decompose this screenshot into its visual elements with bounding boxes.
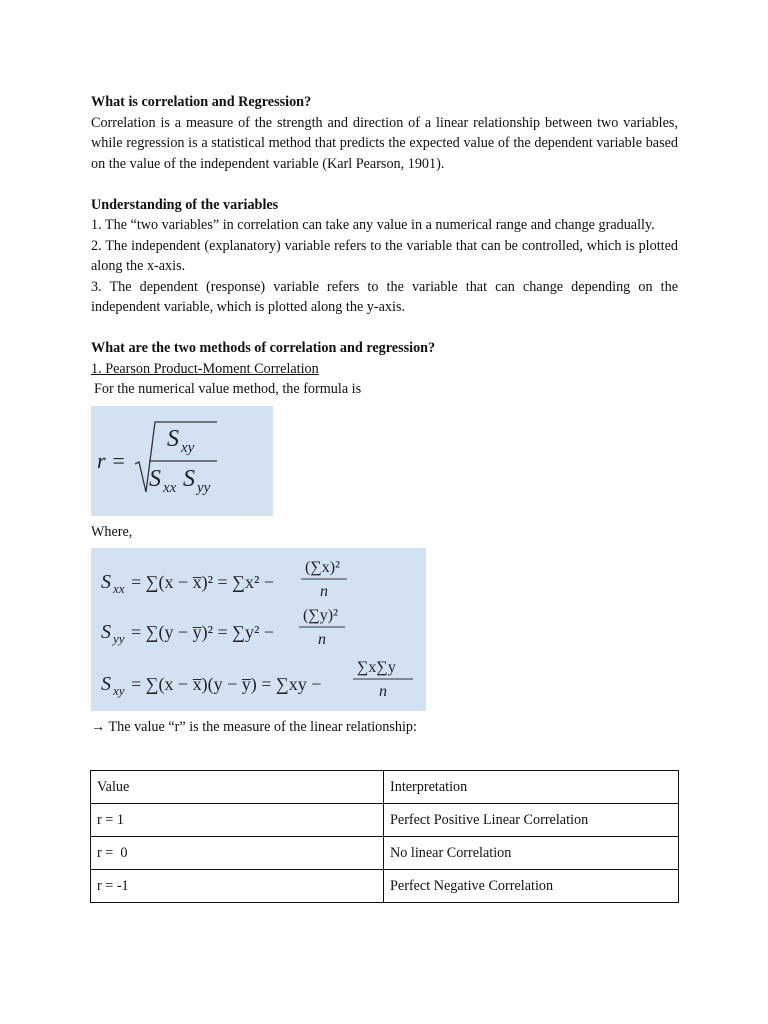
svg-text:n: n xyxy=(320,583,328,600)
sxx-formula xyxy=(101,559,347,600)
s-formulas xyxy=(91,548,426,711)
svg-text:xx: xx xyxy=(113,581,125,596)
table-cell-value: r = -1 xyxy=(91,870,384,903)
section-heading-correlation: What is correlation and Regression? xyxy=(91,94,312,110)
table-header-interpretation: Interpretation xyxy=(384,771,679,804)
sxy-formula xyxy=(101,659,413,700)
table-cell-interpretation: No linear Correlation xyxy=(384,837,679,870)
table-cell-value: r = 1 xyxy=(91,804,384,837)
where-label: Where, xyxy=(91,523,133,540)
r-denominator-a-sub: xx xyxy=(163,479,177,496)
variables-item-3: 3. The dependent (response) variable refers to the variable that can change depending on the independent variable, which is plotted along the y-axis. xyxy=(91,278,678,315)
svg-text:yy: yy xyxy=(113,631,125,646)
svg-text:S: S xyxy=(101,621,111,643)
svg-text:S: S xyxy=(101,571,111,593)
table-cell-value: r = 0 xyxy=(91,837,384,870)
svg-text:= ∑(x − x̅)(y − y̅) = ∑xy −: = ∑(x − x̅)(y − y̅) = ∑xy − xyxy=(131,674,322,694)
svg-text:n: n xyxy=(318,631,326,648)
section-heading-methods: What are the two methods of correlation and regression? xyxy=(91,340,436,356)
table-header-row xyxy=(91,771,679,804)
r-denominator-b: S xyxy=(183,465,195,492)
table-cell-interpretation: Perfect Negative Correlation xyxy=(384,870,679,903)
svg-text:= ∑(y − y̅)² = ∑y² −: = ∑(y − y̅)² = ∑y² − xyxy=(131,622,275,642)
r-numerator: S xyxy=(167,425,179,452)
r-denominator-b-sub: yy xyxy=(197,479,211,496)
syy-formula xyxy=(101,607,345,648)
interpretation-table xyxy=(90,770,679,903)
svg-text:(∑x)²: (∑x)² xyxy=(305,559,340,576)
correlation-definition-paragraph: Correlation is a measure of the strength and direction of a linear relationship between two variables, while regression is a statistical method that predicts the expected value of the dependent variable based on the value of the independent variable (Karl Pearson, 1901). xyxy=(91,114,678,172)
table-row xyxy=(91,837,679,870)
svg-text:xy: xy xyxy=(113,683,125,698)
r-value-description: → The value “r” is the measure of the linear relationship: xyxy=(91,719,417,735)
document-page xyxy=(91,92,678,738)
svg-text:= ∑(x − x̅)² = ∑x² −: = ∑(x − x̅)² = ∑x² − xyxy=(131,572,275,592)
section-heading-variables: Understanding of the variables xyxy=(91,196,279,213)
r-lhs: r = xyxy=(97,447,126,473)
r-denominator-a: S xyxy=(149,465,161,492)
table-cell-interpretation: Perfect Positive Linear Correlation xyxy=(384,804,679,837)
svg-text:n: n xyxy=(379,683,387,700)
formula-intro-text: For the numerical value method, the formula is xyxy=(94,381,362,397)
pearson-subheading: 1. Pearson Product-Moment Correlation xyxy=(91,360,319,377)
variables-item-2: 2. The independent (explanatory) variable refers to the variable that can be controlled, which is plotted along the x-axis. xyxy=(91,237,678,274)
table-header-value: Value xyxy=(91,771,384,804)
pearson-r-formula xyxy=(91,406,273,516)
variables-item-1: 1. The “two variables” in correlation can take any value in a numerical range and change gradually. xyxy=(91,217,655,233)
svg-text:∑x∑y: ∑x∑y xyxy=(357,659,396,676)
table-row xyxy=(91,870,679,903)
svg-text:S: S xyxy=(101,673,111,695)
r-numerator-sub: xy xyxy=(181,439,195,456)
svg-text:(∑y)²: (∑y)² xyxy=(303,607,338,624)
table-row xyxy=(91,804,679,837)
